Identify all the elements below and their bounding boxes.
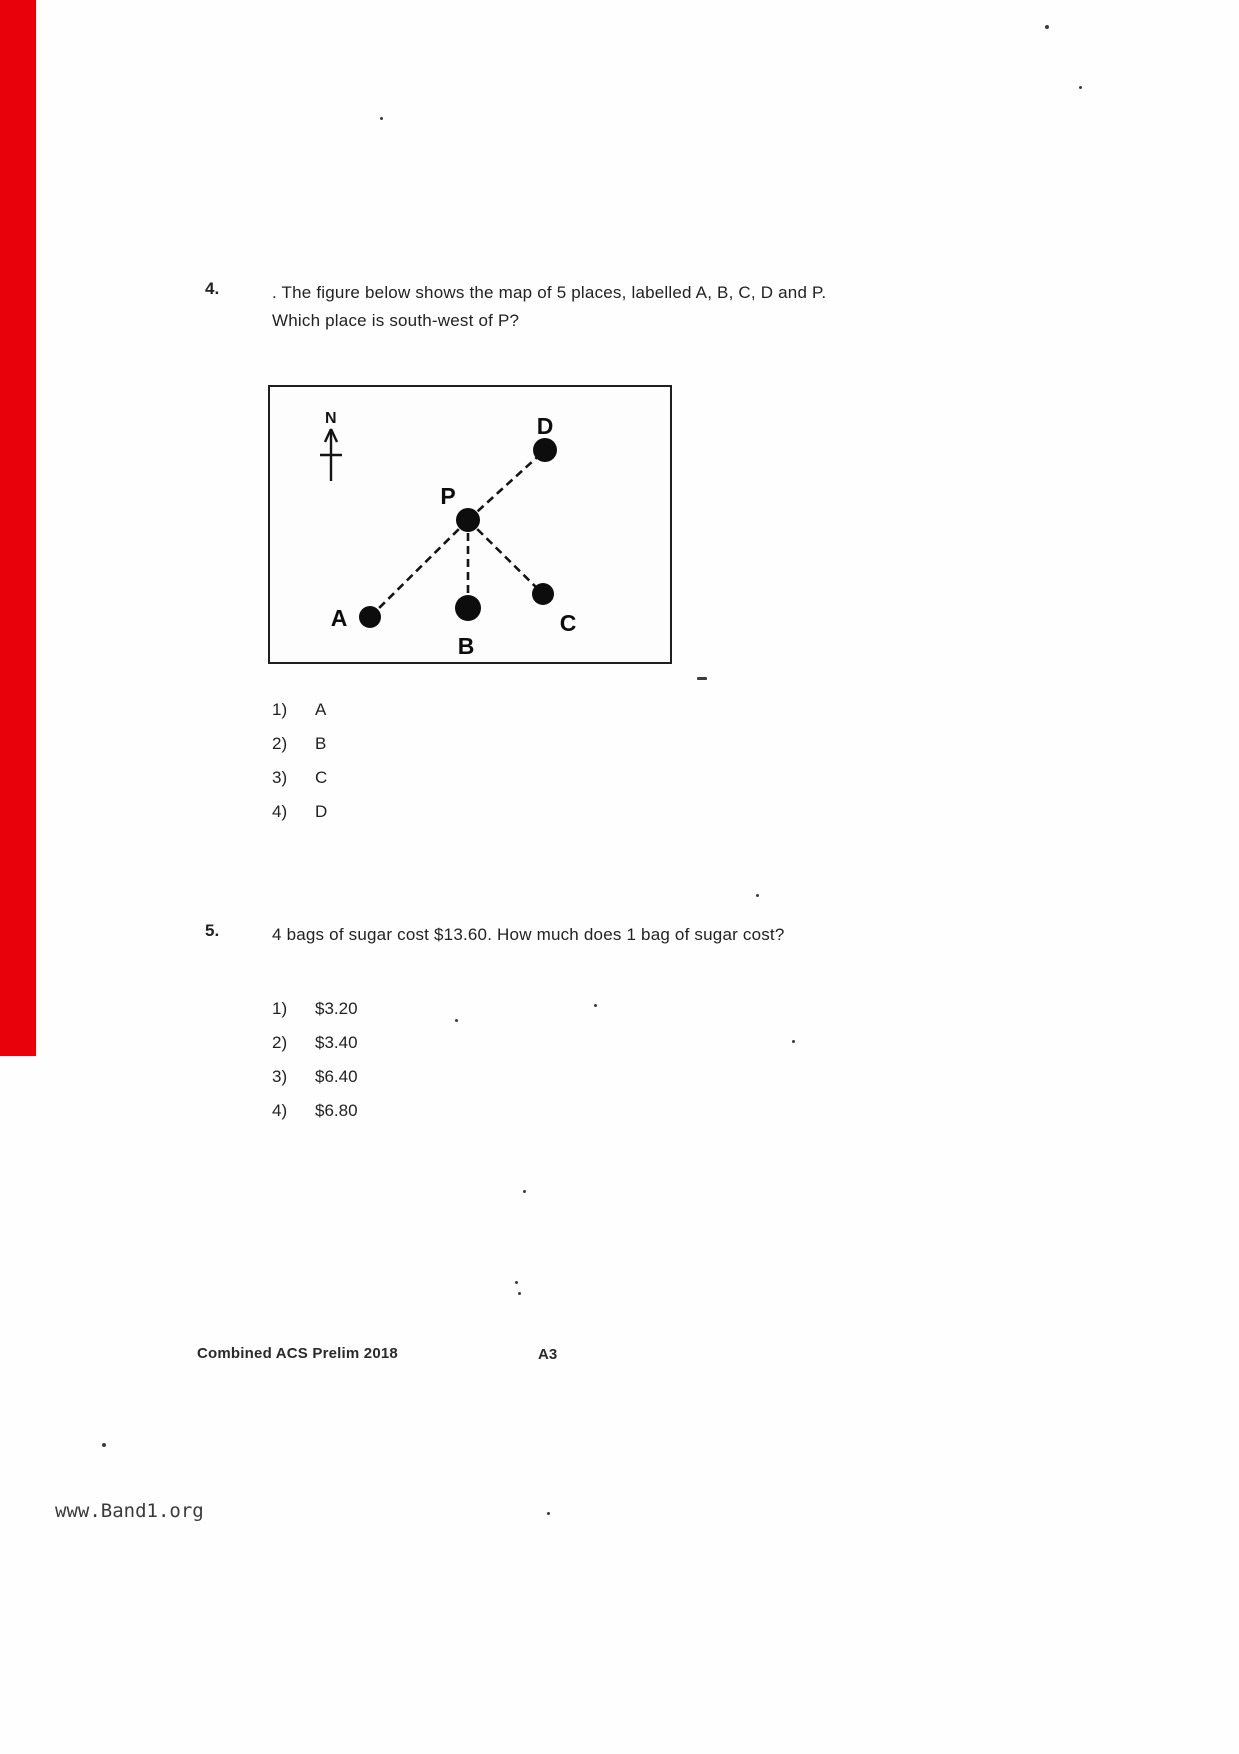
place-dot-p [456,508,480,532]
option-label: A [315,700,327,719]
question-4-number: 4. [205,279,220,298]
footer-page-number: A3 [538,1346,558,1363]
scan-red-bar [0,0,36,1056]
map-figure-svg [270,387,670,662]
scan-speck [380,117,383,120]
option-number: 4) [272,1101,288,1120]
question-4-options [272,700,327,836]
scan-speck [547,1512,550,1515]
option-label: C [315,768,328,787]
place-label-b: B [457,633,475,659]
option-number: 1) [272,999,288,1018]
option-label: $6.80 [315,1101,358,1120]
question-4-line1: . The figure below shows the map of 5 places, labelled A, B, C, D and P. [272,283,827,302]
option-label: $3.40 [315,1033,358,1052]
scan-speck [102,1443,106,1447]
footer-doc-title: Combined ACS Prelim 2018 [197,1345,398,1362]
option-row [272,734,327,768]
question-5-number: 5. [205,921,220,940]
option-number: 1) [272,700,288,719]
option-row [272,1033,358,1067]
place-label-d: D [536,413,554,439]
option-row [272,1101,358,1135]
scan-speck [1079,86,1082,89]
option-number: 4) [272,802,288,821]
scan-speck [523,1190,526,1193]
scan-speck [756,894,759,897]
option-row [272,768,327,802]
place-dot-c [532,583,554,605]
option-row [272,999,358,1033]
north-arrow-icon [320,429,342,481]
scan-speck [1045,25,1049,29]
option-label: D [315,802,328,821]
option-row [272,802,327,836]
question-4-line2: Which place is south-west of P? [272,311,520,330]
option-row [272,1067,358,1101]
scan-speck [515,1281,518,1284]
place-dot-a [359,606,381,628]
option-number: 2) [272,1033,288,1052]
scan-speck [455,1019,458,1022]
place-label-a: A [330,605,348,631]
option-number: 3) [272,768,288,787]
place-label-c: C [559,610,577,636]
scan-speck [518,1292,521,1295]
question-5-options [272,999,358,1135]
question-4-text [272,279,932,335]
option-number: 3) [272,1067,288,1086]
map-figure [268,385,672,664]
option-number: 2) [272,734,288,753]
watermark-url: www.Band1.org [55,1500,204,1522]
question-5-text: 4 bags of sugar cost $13.60. How much does 1 bag of sugar cost? [272,925,785,944]
scan-speck [697,677,707,680]
option-label: B [315,734,327,753]
scan-speck [594,1004,597,1007]
option-row [272,700,327,734]
place-dot-b [455,595,481,621]
scan-speck [792,1040,795,1043]
option-label: $6.40 [315,1067,358,1086]
place-dot-d [533,438,557,462]
option-label: $3.20 [315,999,358,1018]
place-label-p: P [440,483,456,509]
north-label: N [325,410,337,427]
dashed-paths [370,450,545,617]
